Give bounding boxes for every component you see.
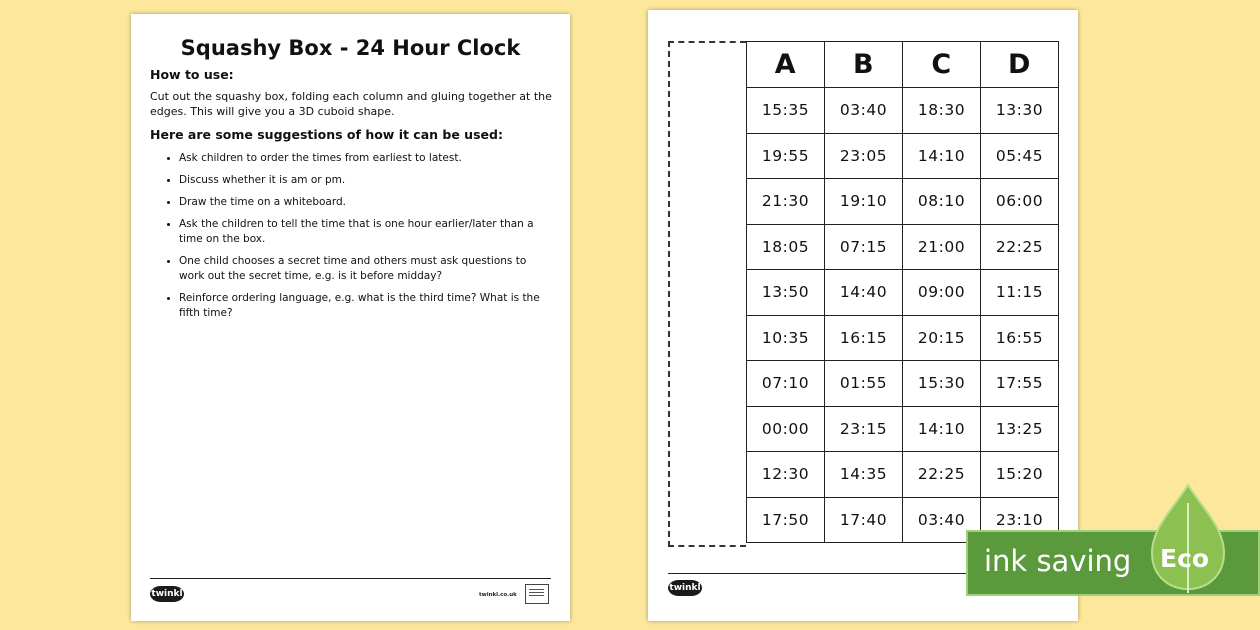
time-cell: 06:00 [981,179,1059,225]
suggestion-item: Ask children to order the times from earliest to latest. [179,151,549,166]
time-cell: 10:35 [747,316,825,362]
quality-badge-icon [525,584,549,604]
time-cell: 17:40 [825,498,903,544]
suggestion-item: Discuss whether it is am or pm. [179,173,549,188]
eco-label: Eco [1160,544,1210,573]
time-cell: 05:45 [981,134,1059,180]
footer-divider [150,578,551,579]
twinkl-logo: twinkl [150,586,184,602]
column-header: D [981,42,1059,88]
column-header: C [903,42,981,88]
time-cell: 23:15 [825,407,903,453]
instructions-text: Cut out the squashy box, folding each column and gluing together at the edges. This will give you a 3D cuboid shape. [150,90,552,118]
time-cell: 21:30 [747,179,825,225]
footer-url: twinkl.co.uk [479,592,517,598]
time-cell: 15:20 [981,452,1059,498]
time-cell: 03:40 [825,88,903,134]
page-title: Squashy Box - 24 Hour Clock [180,36,521,60]
time-cell: 23:10 [981,498,1059,544]
time-cell: 14:10 [903,134,981,180]
time-cell: 18:30 [903,88,981,134]
time-cell: 16:55 [981,316,1059,362]
how-to-use-heading: How to use: [150,67,234,82]
time-cell: 00:00 [747,407,825,453]
suggestion-item: Reinforce ordering language, e.g. what is the third time? What is the fifth time? [179,291,549,321]
time-cell: 11:15 [981,270,1059,316]
time-cell: 01:55 [825,361,903,407]
twinkl-logo: twinkl [668,580,702,596]
suggestion-item: Draw the time on a whiteboard. [179,195,549,210]
time-cell: 03:40 [903,498,981,544]
time-cell: 07:15 [825,225,903,271]
time-cell: 15:35 [747,88,825,134]
time-grid [746,41,1059,543]
time-cell: 09:00 [903,270,981,316]
time-cell: 17:55 [981,361,1059,407]
time-cell: 15:30 [903,361,981,407]
time-cell: 08:10 [903,179,981,225]
time-cell: 17:50 [747,498,825,544]
suggestions-list [179,151,549,328]
time-cell: 19:10 [825,179,903,225]
time-cell: 13:50 [747,270,825,316]
time-cell: 20:15 [903,316,981,362]
time-cell: 19:55 [747,134,825,180]
column-header: A [747,42,825,88]
time-cell: 07:10 [747,361,825,407]
instructions-page [131,14,570,621]
suggestion-item: Ask the children to tell the time that is one hour earlier/later than a time on the box. [179,217,549,247]
suggestion-item: One child chooses a secret time and others must ask questions to work out the secret time, e.g. is it before midday? [179,254,549,284]
time-cell: 14:40 [825,270,903,316]
glue-flap [668,41,746,547]
time-cell: 12:30 [747,452,825,498]
eco-leaf-icon [1148,483,1228,595]
time-cell: 13:30 [981,88,1059,134]
ink-saving-text: ink saving [984,544,1132,578]
time-cell: 22:25 [903,452,981,498]
time-cell: 23:05 [825,134,903,180]
suggestions-heading: Here are some suggestions of how it can be used: [150,127,503,142]
time-cell: 18:05 [747,225,825,271]
column-header: B [825,42,903,88]
time-cell: 21:00 [903,225,981,271]
time-cell: 14:10 [903,407,981,453]
time-cell: 22:25 [981,225,1059,271]
time-cell: 16:15 [825,316,903,362]
time-cell: 14:35 [825,452,903,498]
time-cell: 13:25 [981,407,1059,453]
